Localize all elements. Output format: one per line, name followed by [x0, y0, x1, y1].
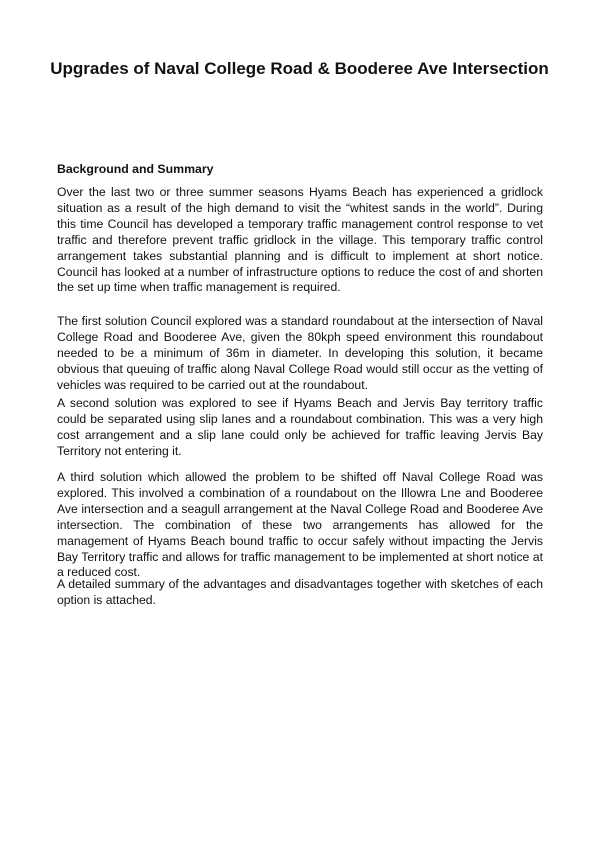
- paragraph-second-solution: A second solution was explored to see if Hyams Beach and Jervis Bay territory traffic could be separated using slip lanes and a roundabout combination. This was a very high cost arrangement and a slip lane could only be achieved for traffic leaving Jervis Bay Territory not entering it.: [57, 396, 543, 458]
- page-title: Upgrades of Naval College Road & Booderee Ave Intersection: [50, 59, 549, 78]
- paragraph-summary-attached: A detailed summary of the advantages and disadvantages together with sketches of each option is attached.: [57, 577, 543, 607]
- paragraph-third-solution: A third solution which allowed the problem to be shifted off Naval College Road was explored. This involved a combination of a roundabout on the Illowra Lne and Booderee Ave intersection and a seagull arrangement at the Naval College Road and Booderee Ave intersection. The combination of these two arrangements has allowed for the management of Hyams Beach bound traffic to occur safely without impacting the Jervis Bay Territory traffic and allows for traffic management to be implemented at short notice at a reduced cost.: [57, 470, 543, 580]
- section-heading: Background and Summary: [57, 162, 214, 176]
- paragraph-background: Over the last two or three summer seasons Hyams Beach has experienced a gridlock situation as a result of the high demand to visit the “whitest sands in the world”. During this time Council has developed a temporary traffic management control response to vet traffic and therefore prevent traffic gridlock in the village. This temporary traffic control arrangement takes substantial planning and is difficult to implement at short notice. Council has looked at a number of infrastructure options to reduce the cost of and shorten the set up time when traffic management is required.: [57, 185, 543, 295]
- paragraph-first-solution: The first solution Council explored was a standard roundabout at the intersection of Naval College Road and Booderee Ave, given the 80kph speed environment this roundabout needed to be a minimum of 36m in diameter. In developing this solution, it became obvious that queuing of traffic along Naval College Road would still occur as the vetting of vehicles was required to be carried out at the roundabout.: [57, 314, 543, 392]
